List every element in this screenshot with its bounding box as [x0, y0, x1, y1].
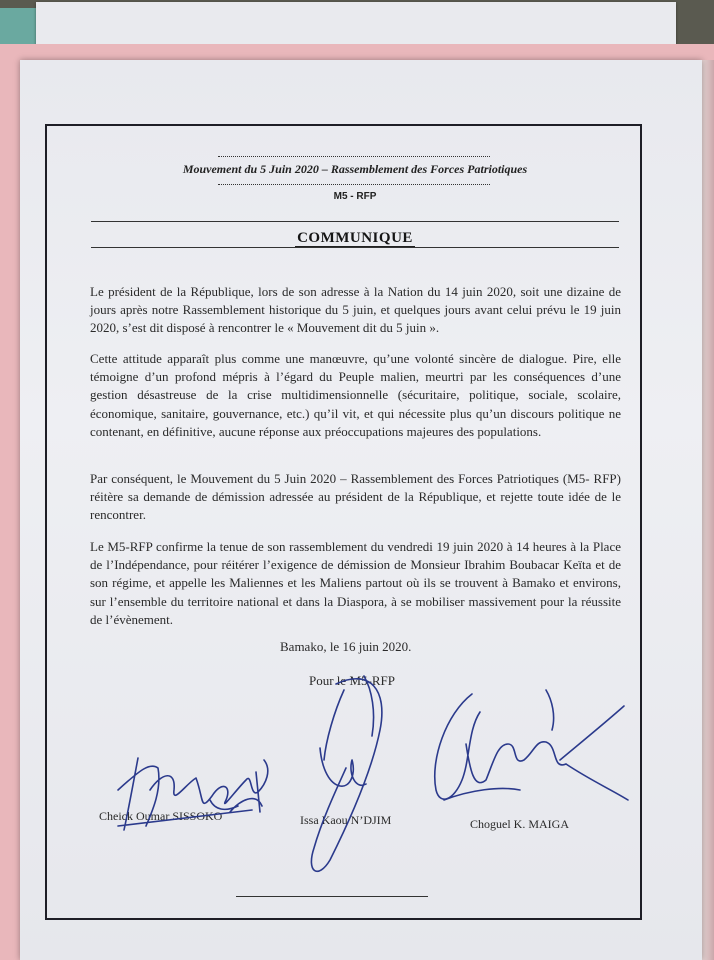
paragraph-4: Le M5-RFP confirme la tenue de son rassemblement du vendredi 19 juin 2020 à 14 heures à la Place de l’Indépendance, pour réitérer l’exigence de démission de Monsieur Ibrahim Boubacar Keïta et de son régime, et appelle les Maliennes et les Maliens partout où ils se trouvent à Bamako et environs, sur l’ensemble du territoire national et dans la Diaspora, à se mobiliser massivement pour la réussite de l’évènement. [90, 539, 621, 627]
paragraph-3: Par conséquent, le Mouvement du 5 Juin 2020 – Rassemblement des Forces Patriotiques (M5- RFP) réitère sa demande de démission adressée au président de la République, et rejette toute idée de le rencontrer. [90, 471, 621, 523]
paragraph-1: Le président de la République, lors de son adresse à la Nation du 14 juin 2020, soit une dizaine de jours après notre Rassemblement historique du 5 juin, et quelques jours avant celui prévu le 19 juin 2020, s’est dit disposé à rencontrer le « Mouvement dit du 5 juin ». [90, 284, 621, 336]
title-rule-bottom [91, 247, 619, 248]
paragraph-2: Cette attitude apparaît plus comme une manœuvre, qu’une volonté sincère de dialogue. Pire, elle témoigne d’un profond mépris à l’égard du Peuple malien, meurtri par les conséquences d’une gestion désastreuse de la crise multidimensionnelle (sécuritaire, politique, sociale, scolaire, économique, sanitaire, gouvernance, etc.) qu’il vit, et qui nécessite plus qu’un discours politique ne contenant, en définitive, aucune réponse aux préoccupations majeures des populations. [90, 351, 621, 439]
footer-rule [236, 896, 428, 897]
place-date: Bamako, le 16 juin 2020. [280, 639, 412, 654]
signatory-name-2: Issa Kaou N’DJIM [300, 813, 392, 827]
document-title [90, 230, 620, 247]
organization-acronym: M5 - RFP [333, 191, 377, 202]
header-dotted-rule-bottom [218, 184, 490, 185]
for-line: Pour le M5-RFP [309, 673, 395, 688]
signatory-name-1: Cheick Oumar SISSOKO [99, 809, 223, 823]
header-dotted-rule-top [218, 156, 490, 157]
organization-name: Mouvement du 5 Juin 2020 – Rassemblement des Forces Patriotiques [182, 162, 528, 176]
document-title-text: COMMUNIQUE [297, 230, 413, 246]
signatory-name-3: Choguel K. MAIGA [470, 817, 569, 831]
title-rule-top [91, 221, 619, 222]
